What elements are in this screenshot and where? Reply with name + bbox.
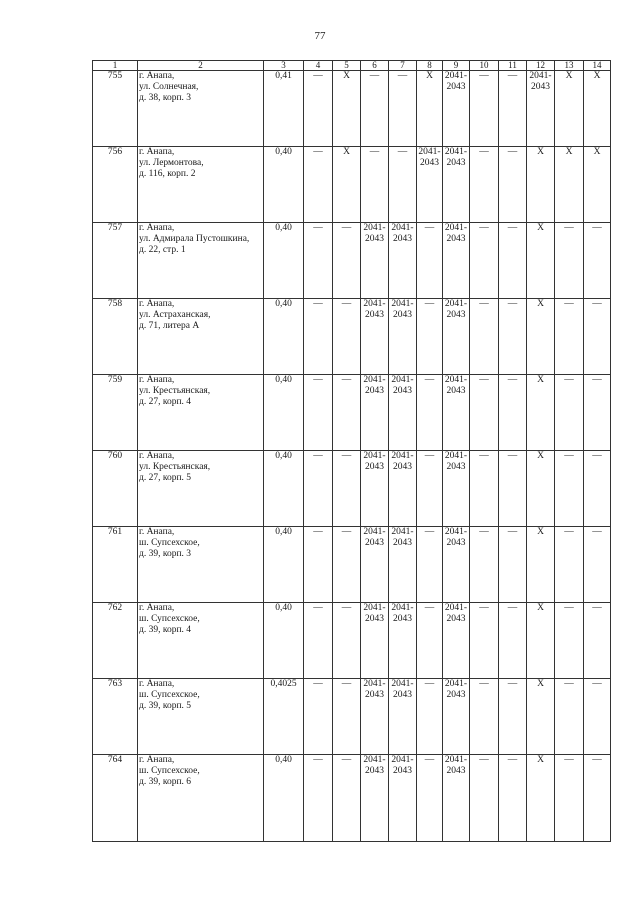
col-header: 9 bbox=[443, 61, 470, 71]
value-cell-c11: — bbox=[499, 527, 527, 603]
value-cell-c11: — bbox=[499, 299, 527, 375]
address-line: г. Анапа, bbox=[139, 451, 175, 461]
address-line: ул. Астраханская, bbox=[139, 310, 211, 320]
value-cell-c7: 2041-2043 bbox=[389, 755, 417, 842]
register-table bbox=[92, 60, 611, 842]
value-cell-c5: — bbox=[333, 375, 361, 451]
row-number-cell: 764 bbox=[93, 755, 138, 842]
value-cell-c6: 2041-2043 bbox=[361, 451, 389, 527]
value-cell-c9: 2041-2043 bbox=[443, 299, 470, 375]
value-cell-c5: — bbox=[333, 527, 361, 603]
col-header: 2 bbox=[138, 61, 264, 71]
value-cell-c8: X bbox=[417, 71, 443, 147]
value-cell-c6: — bbox=[361, 147, 389, 223]
value-cell-c9: 2041-2043 bbox=[443, 71, 470, 147]
value-cell-c10: — bbox=[470, 451, 499, 527]
value-cell-c10: — bbox=[470, 755, 499, 842]
value-cell-c12: X bbox=[527, 603, 555, 679]
value-cell-c12: X bbox=[527, 755, 555, 842]
value-cell-c10: — bbox=[470, 299, 499, 375]
row-number-cell: 758 bbox=[93, 299, 138, 375]
area-cell: 0,4025 bbox=[264, 679, 304, 755]
address-cell bbox=[138, 527, 264, 603]
value-cell-c10: — bbox=[470, 71, 499, 147]
value-cell-c5: — bbox=[333, 603, 361, 679]
col-header: 7 bbox=[389, 61, 417, 71]
address-line: д. 27, корп. 5 bbox=[139, 473, 192, 483]
value-cell-c11: — bbox=[499, 603, 527, 679]
value-cell-c4: — bbox=[304, 147, 333, 223]
value-cell-c12: 2041-2043 bbox=[527, 71, 555, 147]
value-cell-c14: X bbox=[584, 71, 611, 147]
value-cell-c14: — bbox=[584, 375, 611, 451]
address-line: г. Анапа, bbox=[139, 147, 175, 157]
address-line: ул. Крестьянская, bbox=[139, 462, 211, 472]
row-number-cell: 759 bbox=[93, 375, 138, 451]
address-cell bbox=[138, 679, 264, 755]
value-cell-c10: — bbox=[470, 679, 499, 755]
value-cell-c11: — bbox=[499, 71, 527, 147]
value-cell-c8: — bbox=[417, 375, 443, 451]
address-cell bbox=[138, 299, 264, 375]
address-line: д. 39, корп. 6 bbox=[139, 777, 192, 787]
area-cell: 0,40 bbox=[264, 375, 304, 451]
value-cell-c14: — bbox=[584, 223, 611, 299]
value-cell-c6: 2041-2043 bbox=[361, 603, 389, 679]
value-cell-c7: 2041-2043 bbox=[389, 603, 417, 679]
address-line: г. Анапа, bbox=[139, 299, 175, 309]
value-cell-c14: — bbox=[584, 755, 611, 842]
row-number-cell: 761 bbox=[93, 527, 138, 603]
area-cell: 0,40 bbox=[264, 755, 304, 842]
value-cell-c7: 2041-2043 bbox=[389, 451, 417, 527]
value-cell-c12: X bbox=[527, 223, 555, 299]
value-cell-c9: 2041-2043 bbox=[443, 451, 470, 527]
value-cell-c12: X bbox=[527, 147, 555, 223]
value-cell-c4: — bbox=[304, 299, 333, 375]
address-line: ш. Супсехское, bbox=[139, 766, 200, 776]
value-cell-c6: 2041-2043 bbox=[361, 755, 389, 842]
value-cell-c14: — bbox=[584, 451, 611, 527]
value-cell-c11: — bbox=[499, 679, 527, 755]
value-cell-c10: — bbox=[470, 147, 499, 223]
value-cell-c12: X bbox=[527, 527, 555, 603]
value-cell-c6: 2041-2043 bbox=[361, 375, 389, 451]
value-cell-c6: 2041-2043 bbox=[361, 299, 389, 375]
address-line: г. Анапа, bbox=[139, 375, 175, 385]
row-number-cell: 762 bbox=[93, 603, 138, 679]
value-cell-c13: X bbox=[555, 71, 584, 147]
value-cell-c8: — bbox=[417, 755, 443, 842]
area-cell: 0,40 bbox=[264, 223, 304, 299]
value-cell-c14: — bbox=[584, 679, 611, 755]
value-cell-c12: X bbox=[527, 375, 555, 451]
value-cell-c9: 2041-2043 bbox=[443, 603, 470, 679]
value-cell-c6: 2041-2043 bbox=[361, 679, 389, 755]
value-cell-c8: 2041-2043 bbox=[417, 147, 443, 223]
value-cell-c11: — bbox=[499, 755, 527, 842]
area-cell: 0,41 bbox=[264, 71, 304, 147]
address-cell bbox=[138, 223, 264, 299]
value-cell-c13: — bbox=[555, 299, 584, 375]
address-cell bbox=[138, 375, 264, 451]
value-cell-c9: 2041-2043 bbox=[443, 375, 470, 451]
value-cell-c6: — bbox=[361, 71, 389, 147]
address-line: ул. Адмирала Пустошкина, bbox=[139, 234, 250, 244]
row-number-cell: 757 bbox=[93, 223, 138, 299]
value-cell-c7: 2041-2043 bbox=[389, 299, 417, 375]
value-cell-c11: — bbox=[499, 223, 527, 299]
value-cell-c5: — bbox=[333, 299, 361, 375]
value-cell-c7: 2041-2043 bbox=[389, 375, 417, 451]
row-number-cell: 763 bbox=[93, 679, 138, 755]
address-cell bbox=[138, 71, 264, 147]
address-cell bbox=[138, 755, 264, 842]
value-cell-c13: — bbox=[555, 679, 584, 755]
value-cell-c4: — bbox=[304, 755, 333, 842]
address-line: д. 71, литера А bbox=[139, 321, 200, 331]
value-cell-c4: — bbox=[304, 375, 333, 451]
table-row bbox=[93, 679, 611, 755]
table-row bbox=[93, 71, 611, 147]
row-number-cell: 755 bbox=[93, 71, 138, 147]
table-row bbox=[93, 147, 611, 223]
value-cell-c9: 2041-2043 bbox=[443, 147, 470, 223]
value-cell-c7: 2041-2043 bbox=[389, 223, 417, 299]
address-line: д. 39, корп. 5 bbox=[139, 701, 192, 711]
address-line: г. Анапа, bbox=[139, 679, 175, 689]
table-row bbox=[93, 375, 611, 451]
address-line: ш. Супсехское, bbox=[139, 538, 200, 548]
value-cell-c12: X bbox=[527, 679, 555, 755]
value-cell-c5: — bbox=[333, 223, 361, 299]
area-cell: 0,40 bbox=[264, 451, 304, 527]
table-row bbox=[93, 299, 611, 375]
address-line: д. 38, корп. 3 bbox=[139, 93, 192, 103]
address-line: ул. Солнечная, bbox=[139, 82, 199, 92]
value-cell-c13: — bbox=[555, 451, 584, 527]
value-cell-c7: 2041-2043 bbox=[389, 527, 417, 603]
value-cell-c7: 2041-2043 bbox=[389, 679, 417, 755]
col-header: 5 bbox=[333, 61, 361, 71]
table-row bbox=[93, 223, 611, 299]
value-cell-c10: — bbox=[470, 603, 499, 679]
col-header: 10 bbox=[470, 61, 499, 71]
address-line: г. Анапа, bbox=[139, 603, 175, 613]
value-cell-c4: — bbox=[304, 679, 333, 755]
address-line: д. 39, корп. 3 bbox=[139, 549, 192, 559]
address-line: ш. Супсехское, bbox=[139, 614, 200, 624]
value-cell-c5: — bbox=[333, 755, 361, 842]
address-cell bbox=[138, 603, 264, 679]
value-cell-c13: — bbox=[555, 603, 584, 679]
address-line: д. 116, корп. 2 bbox=[139, 169, 196, 179]
value-cell-c14: — bbox=[584, 527, 611, 603]
value-cell-c4: — bbox=[304, 223, 333, 299]
value-cell-c13: — bbox=[555, 755, 584, 842]
value-cell-c8: — bbox=[417, 679, 443, 755]
value-cell-c4: — bbox=[304, 603, 333, 679]
value-cell-c4: — bbox=[304, 71, 333, 147]
value-cell-c5: X bbox=[333, 147, 361, 223]
value-cell-c10: — bbox=[470, 375, 499, 451]
col-header: 13 bbox=[555, 61, 584, 71]
value-cell-c13: — bbox=[555, 375, 584, 451]
value-cell-c11: — bbox=[499, 451, 527, 527]
value-cell-c12: X bbox=[527, 451, 555, 527]
address-line: г. Анапа, bbox=[139, 71, 175, 81]
value-cell-c8: — bbox=[417, 299, 443, 375]
col-header: 11 bbox=[499, 61, 527, 71]
address-cell bbox=[138, 451, 264, 527]
value-cell-c11: — bbox=[499, 375, 527, 451]
value-cell-c10: — bbox=[470, 527, 499, 603]
value-cell-c9: 2041-2043 bbox=[443, 223, 470, 299]
page-number: 77 bbox=[314, 30, 326, 42]
column-number-row bbox=[93, 61, 611, 71]
address-line: г. Анапа, bbox=[139, 223, 175, 233]
address-line: д. 27, корп. 4 bbox=[139, 397, 192, 407]
address-line: ул. Лермонтова, bbox=[139, 158, 204, 168]
address-line: д. 39, корп. 4 bbox=[139, 625, 192, 635]
value-cell-c11: — bbox=[499, 147, 527, 223]
area-cell: 0,40 bbox=[264, 299, 304, 375]
row-number-cell: 760 bbox=[93, 451, 138, 527]
value-cell-c6: 2041-2043 bbox=[361, 223, 389, 299]
col-header: 4 bbox=[304, 61, 333, 71]
value-cell-c8: — bbox=[417, 223, 443, 299]
col-header: 1 bbox=[93, 61, 138, 71]
value-cell-c14: — bbox=[584, 603, 611, 679]
value-cell-c8: — bbox=[417, 603, 443, 679]
value-cell-c9: 2041-2043 bbox=[443, 679, 470, 755]
address-cell bbox=[138, 147, 264, 223]
address-line: ш. Супсехское, bbox=[139, 690, 200, 700]
address-line: г. Анапа, bbox=[139, 755, 175, 765]
value-cell-c8: — bbox=[417, 451, 443, 527]
value-cell-c10: — bbox=[470, 223, 499, 299]
value-cell-c7: — bbox=[389, 147, 417, 223]
address-line: д. 22, стр. 1 bbox=[139, 245, 186, 255]
value-cell-c9: 2041-2043 bbox=[443, 527, 470, 603]
value-cell-c8: — bbox=[417, 527, 443, 603]
value-cell-c13: — bbox=[555, 527, 584, 603]
value-cell-c4: — bbox=[304, 527, 333, 603]
value-cell-c13: — bbox=[555, 223, 584, 299]
col-header: 3 bbox=[264, 61, 304, 71]
address-line: ул. Крестьянская, bbox=[139, 386, 211, 396]
table-row bbox=[93, 451, 611, 527]
col-header: 14 bbox=[584, 61, 611, 71]
table-row bbox=[93, 527, 611, 603]
value-cell-c7: — bbox=[389, 71, 417, 147]
value-cell-c13: X bbox=[555, 147, 584, 223]
row-number-cell: 756 bbox=[93, 147, 138, 223]
value-cell-c9: 2041-2043 bbox=[443, 755, 470, 842]
col-header: 12 bbox=[527, 61, 555, 71]
col-header: 6 bbox=[361, 61, 389, 71]
area-cell: 0,40 bbox=[264, 527, 304, 603]
address-line: г. Анапа, bbox=[139, 527, 175, 537]
col-header: 8 bbox=[417, 61, 443, 71]
value-cell-c12: X bbox=[527, 299, 555, 375]
table-row bbox=[93, 603, 611, 679]
value-cell-c5: X bbox=[333, 71, 361, 147]
value-cell-c4: — bbox=[304, 451, 333, 527]
table-row bbox=[93, 755, 611, 842]
value-cell-c5: — bbox=[333, 451, 361, 527]
value-cell-c14: — bbox=[584, 299, 611, 375]
area-cell: 0,40 bbox=[264, 147, 304, 223]
value-cell-c14: X bbox=[584, 147, 611, 223]
area-cell: 0,40 bbox=[264, 603, 304, 679]
value-cell-c5: — bbox=[333, 679, 361, 755]
value-cell-c6: 2041-2043 bbox=[361, 527, 389, 603]
